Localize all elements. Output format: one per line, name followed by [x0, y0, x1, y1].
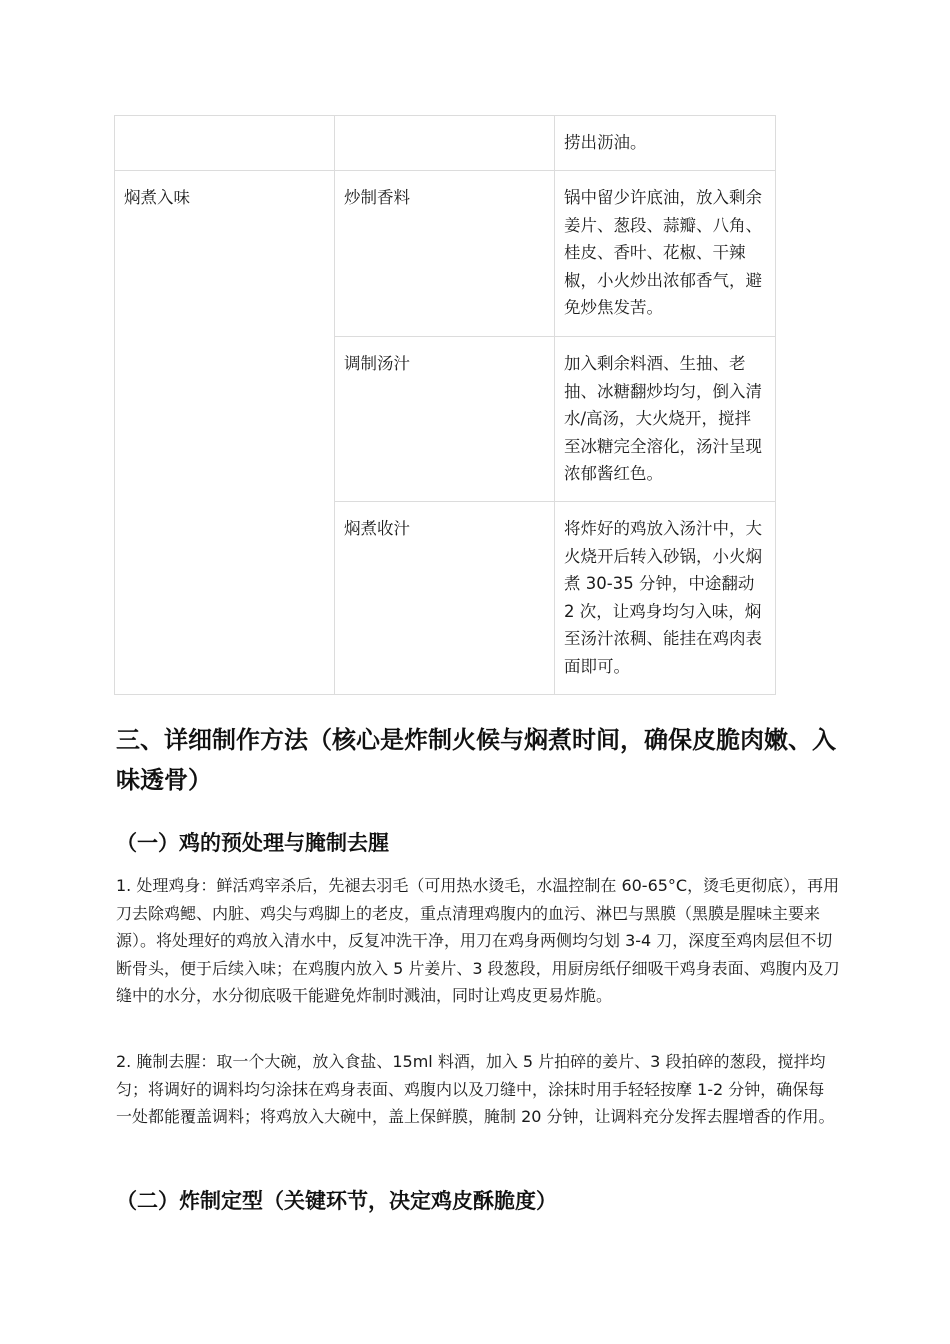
table-cell-detail: 加入剩余料酒、生抽、老抽、冰糖翻炒均匀，倒入清水/高汤，大火烧开，搅拌至冰糖完全溶化，汤汁呈现浓郁酱红色。	[555, 337, 776, 502]
table-cell-detail: 锅中留少许底油，放入剩余姜片、葱段、蒜瓣、八角、桂皮、香叶、花椒、干辣椒，小火炒出浓郁香气，避免炒焦发苦。	[555, 171, 776, 337]
table-cell-stage: 焖煮入味	[115, 171, 335, 695]
table-cell-step: 调制汤汁	[335, 337, 555, 502]
table-cell-step	[335, 116, 555, 171]
table-row	[115, 116, 776, 171]
table-cell-detail: 捞出沥油。	[555, 116, 776, 171]
subsection-heading: （二）炸制定型（关键环节，决定鸡皮酥脆度）	[116, 1189, 557, 1213]
table-cell-stage	[115, 116, 335, 171]
table-cell-step: 炒制香料	[335, 171, 555, 337]
cooking-steps-table	[114, 115, 776, 695]
paragraph: 1. 处理鸡身：鲜活鸡宰杀后，先褪去羽毛（可用热水烫毛，水温控制在 60-65°C，烫毛更彻底），再用刀去除鸡鳃、内脏、鸡尖与鸡脚上的老皮，重点清理鸡腹内的血污、淋巴与黑膜（黑膜是腥味主要来源）。将处理好的鸡放入清水中，反复冲洗干净，用刀在鸡身两侧均匀划 3-4 刀，深度至鸡肉层但不切断骨头，便于后续入味；在鸡腹内放入 5 片姜片、3 段葱段，用厨房纸仔细吸干鸡身表面、鸡腹内及刀缝中的水分，水分彻底吸干能避免炸制时溅油，同时让鸡皮更易炸脆。	[116, 876, 840, 1005]
table-cell-detail: 将炸好的鸡放入汤汁中，大火烧开后转入砂锅，小火焖煮 30-35 分钟，中途翻动 2 次，让鸡身均匀入味，焖至汤汁浓稠、能挂在鸡肉表面即可。	[555, 502, 776, 695]
table-row	[115, 171, 776, 337]
paragraph: 2. 腌制去腥：取一个大碗，放入食盐、15ml 料酒，加入 5 片拍碎的姜片、3 段拍碎的葱段，搅拌均匀；将调好的调料均匀涂抹在鸡身表面、鸡腹内以及刀缝中，涂抹时用手轻轻按摩 1-2 分钟，确保每一处都能覆盖调料；将鸡放入大碗中，盖上保鲜膜，腌制 20 分钟，让调料充分发挥去腥增香的作用。	[116, 1052, 835, 1126]
section-heading: 三、详细制作方法（核心是炸制火候与焖煮时间，确保皮脆肉嫩、入味透骨）	[116, 726, 836, 794]
subsection-heading: （一）鸡的预处理与腌制去腥	[116, 831, 389, 855]
table-cell-step: 焖煮收汁	[335, 502, 555, 695]
